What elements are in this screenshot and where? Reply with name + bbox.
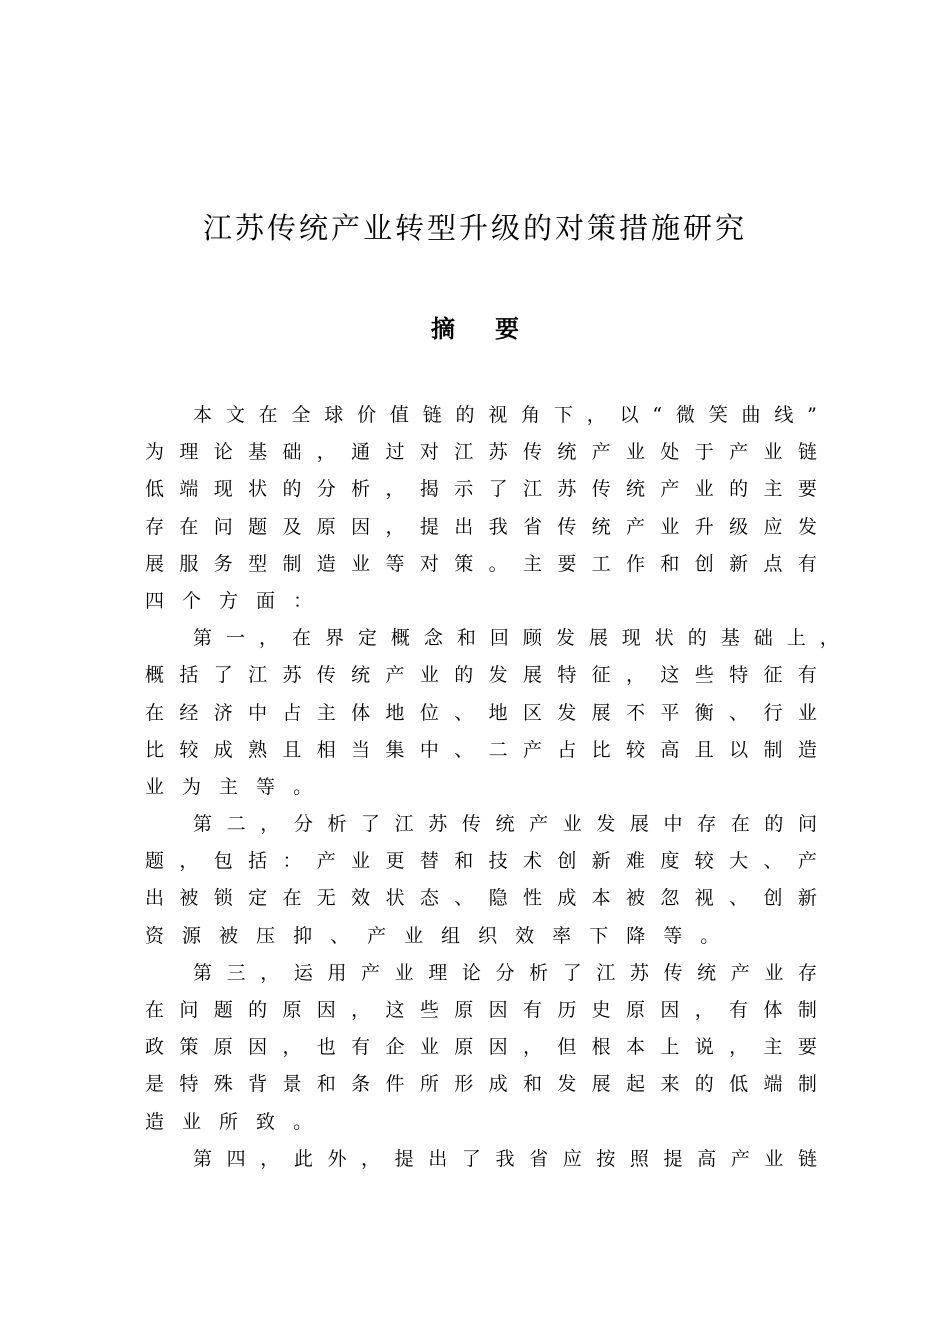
abstract-line: 第 二 ， 分 析 了 江 苏 传 统 产 业 发 展 中 存 在 的 问 — [193, 813, 817, 836]
abstract-line: 展 服 务 型 制 造 业 等 对 策 。 主 要 工 作 和 创 新 点 有 — [145, 552, 817, 575]
abstract-line: 第 三 ， 运 用 产 业 理 论 分 析 了 江 苏 传 统 产 业 存 — [193, 961, 817, 984]
abstract-line: 政 策 原 因 ， 也 有 企 业 原 因 ， 但 根 本 上 说 ， 主 要 — [145, 1036, 817, 1059]
abstract-line: 四 个 方 面 ： — [145, 589, 313, 612]
abstract-line: 低 端 现 状 的 分 析 ， 揭 示 了 江 苏 传 统 产 业 的 主 要 — [145, 478, 817, 501]
abstract-heading — [0, 312, 950, 346]
abstract-heading-char: 要 — [495, 315, 519, 343]
abstract-line: 概 括 了 江 苏 传 统 产 业 的 发 展 特 征 ， 这 些 特 征 有 — [145, 664, 817, 687]
abstract-line: 在 经 济 中 占 主 体 地 位 、 地 区 发 展 不 平 衡 、 行 业 — [145, 701, 817, 724]
abstract-line: 在 问 题 的 原 因 ， 这 些 原 因 有 历 史 原 因 ， 有 体 制 — [145, 999, 817, 1021]
abstract-line: 为 理 论 基 础 ， 通 过 对 江 苏 传 统 产 业 处 于 产 业 链 — [145, 441, 817, 464]
abstract-line: 本 文 在 全 球 价 值 链 的 视 角 下 ， 以 “ 微 笑 曲 线 ” — [193, 404, 817, 426]
abstract-line: 比 较 成 熟 且 相 当 集 中 、 二 产 占 比 较 高 且 以 制 造 — [145, 738, 817, 761]
abstract-line: 第 一 ， 在 界 定 概 念 和 回 顾 发 展 现 状 的 基 础 上 ， — [193, 627, 839, 650]
abstract-line: 出 被 锁 定 在 无 效 状 态 、 隐 性 成 本 被 忽 视 、 创 新 — [145, 887, 817, 910]
abstract-line: 题 ， 包 括 ： 产 业 更 替 和 技 术 创 新 难 度 较 大 、 产 — [145, 850, 817, 873]
abstract-heading-char: 摘 — [431, 315, 455, 343]
document-title: 江苏传统产业转型升级的对策措施研究 — [202, 211, 747, 245]
abstract-line: 资 源 被 压 抑 、 产 业 组 织 效 率 下 降 等 。 — [145, 924, 720, 947]
abstract-line: 存 在 问 题 及 原 因 ， 提 出 我 省 传 统 产 业 升 级 应 发 — [145, 515, 817, 538]
abstract-line: 业 为 主 等 。 — [145, 775, 313, 798]
abstract-body — [145, 397, 839, 1178]
abstract-line: 第 四 ， 此 外 ， 提 出 了 我 省 应 按 照 提 高 产 业 链 — [193, 1147, 817, 1170]
abstract-line: 造 业 所 致 。 — [145, 1110, 313, 1133]
abstract-line: 是 特 殊 背 景 和 条 件 所 形 成 和 发 展 起 来 的 低 端 制 — [145, 1073, 817, 1096]
